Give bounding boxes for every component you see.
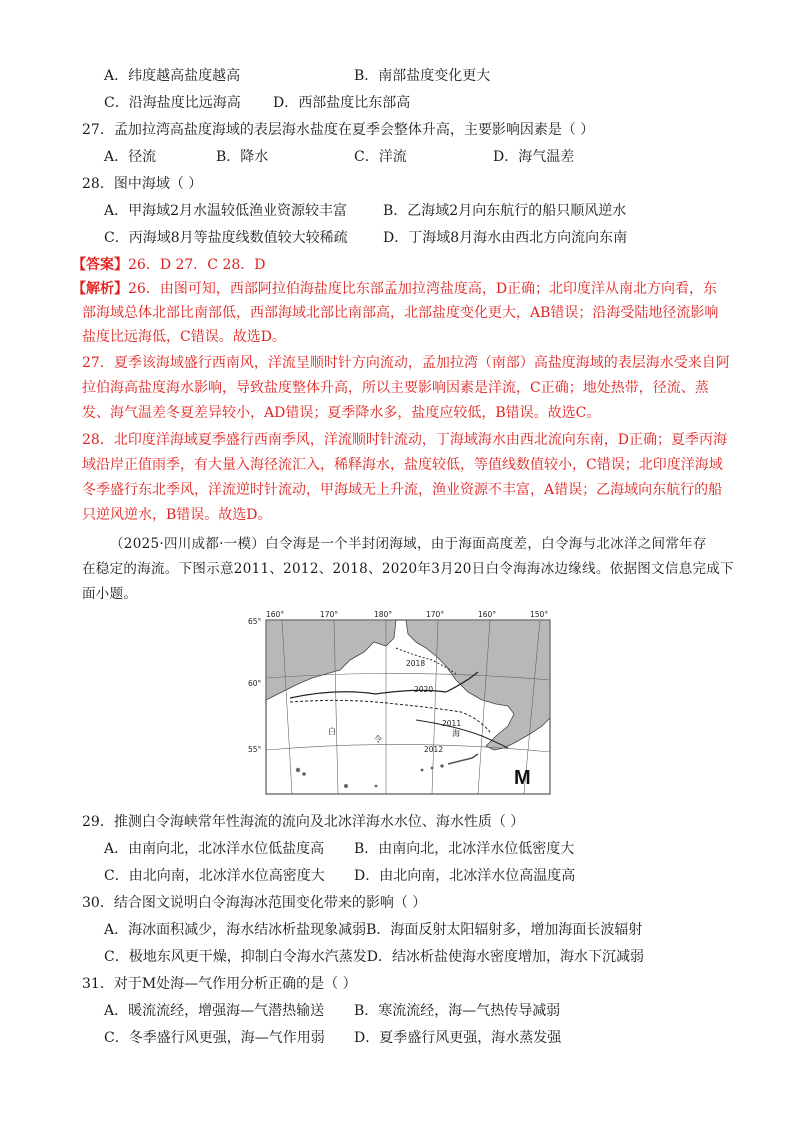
question-27-stem: 27．孟加拉湾高盐度海域的表层海水盐度在夏季会整体升高，主要影响因素是（ ） — [82, 122, 595, 138]
lat-label: 60° — [248, 679, 262, 688]
sea-label: 令 — [374, 735, 382, 744]
lat-label: 55° — [248, 745, 262, 754]
analysis-text: 27．夏季该海域盛行西南风，洋流呈顺时针方向流动，孟加拉湾（南部）高盐度海域的表层海水受来自阿 — [82, 355, 730, 371]
intro-text: （2025·四川成都·一模）白令海是一个半封闭海域，由于海面高度差，白令海与北冰洋之间常年存 — [110, 536, 707, 552]
lon-label: 160° — [478, 610, 497, 619]
lon-label: 180° — [374, 610, 393, 619]
analysis-label: 【解析】 — [72, 281, 128, 297]
sea-label: 白 — [328, 727, 336, 736]
option-a: A．暖流流经，增强海—气潜热输送 — [104, 1003, 325, 1019]
year-label: 2011 — [442, 719, 462, 728]
option-a: A．甲海域2月水温较低渔业资源较丰富 — [104, 203, 348, 219]
option-d: D．丁海域8月海水由西北方向流向东南 — [383, 230, 628, 246]
analysis-text: 只逆风逆水，B错误。故选D。 — [82, 507, 272, 523]
option-c: C．由北向南，北冰洋水位高密度大 — [104, 868, 325, 884]
option-c: C．沿海盐度比远海高 — [104, 95, 241, 111]
analysis-text: 28．北印度洋海域夏季盛行西南季风，洋流顺时针流动，丁海域海水由西北流向东南，D正确；夏季丙海 — [82, 432, 728, 448]
island — [344, 784, 348, 788]
question-29-stem: 29．推测白令海峡常年性海流的流向及北冰洋海水水位、海水性质（ ） — [82, 814, 525, 830]
option-a: A．纬度越高盐度越高 — [104, 68, 241, 84]
analysis-text: 冬季盛行东北季风，洋流逆时针流动，甲海域无上升流，渔业资源不丰富，A错误；乙海域向东航行的船 — [82, 482, 723, 498]
year-label: 2018 — [406, 659, 426, 668]
question-30-stem: 30．结合图文说明白令海海冰范围变化带来的影响（ ） — [82, 895, 427, 911]
intro-text: 在稳定的海流。下图示意2011、2012、2018、2020年3月20日白令海海冰边缘线。依据图文信息完成下 — [82, 561, 734, 577]
option-d: D．海气温差 — [493, 149, 575, 165]
analysis-text: 域沿岸正值雨季，有大量入海径流汇入，稀释海水，盐度较低，等值线数值较小，C错误；北印度洋海域 — [82, 457, 723, 473]
option-c: C．冬季盛行风更强，海—气作用弱 — [104, 1030, 325, 1046]
question-28-stem: 28．图中海域（ ） — [82, 176, 203, 192]
lon-label: 160° — [266, 610, 285, 619]
island — [421, 769, 424, 772]
option-c — [104, 947, 644, 967]
option-d: D．由北向南，北冰洋水位高温度高 — [354, 868, 576, 884]
option-c-text: C．极地东风更干燥，抑制白令海水汽蒸发 — [104, 949, 367, 965]
option-c: C．丙海域8月等盐度线数值较大较稀疏 — [104, 230, 348, 246]
option-a: A．径流 — [104, 149, 157, 165]
point-m-label: M — [514, 767, 531, 789]
option-d-text: D．结冰析盐使海水密度增加，海水下沉减弱 — [366, 949, 644, 965]
option-b: B．寒流流经，海—气热传导减弱 — [354, 1003, 561, 1019]
option-d: D．西部盐度比东部高 — [273, 95, 411, 111]
option-c: C．洋流 — [354, 149, 407, 165]
island — [440, 764, 443, 767]
lon-label: 170° — [320, 610, 339, 619]
island — [296, 768, 300, 772]
option-b: B．降水 — [216, 149, 269, 165]
analysis-line — [72, 279, 717, 299]
island — [302, 772, 306, 776]
year-label: 2020 — [414, 685, 434, 694]
sea-label: 海 — [452, 729, 460, 738]
answer-label: 【答案】 — [72, 257, 128, 273]
analysis-text: 拉伯海高盐度海水影响，导致盐度整体升高，所以主要影响因素是洋流，C正确；地处热带，径流、蒸 — [82, 380, 709, 396]
lat-label: 65° — [248, 617, 262, 626]
answer-line — [72, 255, 266, 275]
lon-label: 170° — [426, 610, 445, 619]
option-b: B．乙海域2月向东航行的船只顺风逆水 — [383, 203, 627, 219]
answer-text: 26．D 27．C 28．D — [128, 257, 266, 273]
lon-label: 150° — [530, 610, 549, 619]
option-d: D．夏季盛行风更强，海水蒸发强 — [354, 1030, 562, 1046]
analysis-text: 部海域总体北部比南部低，西部海域北部比南部高，北部盐度变化更大，AB错误；沿海受陆地径流影响 — [82, 305, 719, 321]
intro-text: 面小题。 — [82, 586, 138, 602]
island — [375, 785, 378, 788]
analysis-text: 发、海气温差冬夏差异较小，AD错误；夏季降水多，盐度应较低，B错误。故选C。 — [82, 405, 601, 421]
option-a — [104, 920, 642, 940]
bering-sea-map — [246, 608, 552, 796]
option-b: B．南部盐度变化更大 — [354, 68, 491, 84]
analysis-text: 26．由图可知，西部阿拉伯海盐度比东部孟加拉湾盐度高，D正确；北印度洋从南北方向看，东 — [128, 281, 718, 297]
year-label: 2012 — [424, 745, 444, 754]
option-a: A．由南向北，北冰洋水位低盐度高 — [104, 841, 325, 857]
question-31-stem: 31．对于M处海—气作用分析正确的是（ ） — [82, 976, 357, 992]
option-b: B．由南向北，北冰洋水位低密度大 — [354, 841, 575, 857]
analysis-text: 盐度比远海低，C错误。故选D。 — [82, 329, 286, 345]
map-svg — [246, 608, 552, 796]
option-b-text: B．海面反射太阳辐射多，增加海面长波辐射 — [366, 922, 643, 938]
option-a-text: A．海冰面积减少，海水结冰析盐现象减弱 — [104, 922, 367, 938]
